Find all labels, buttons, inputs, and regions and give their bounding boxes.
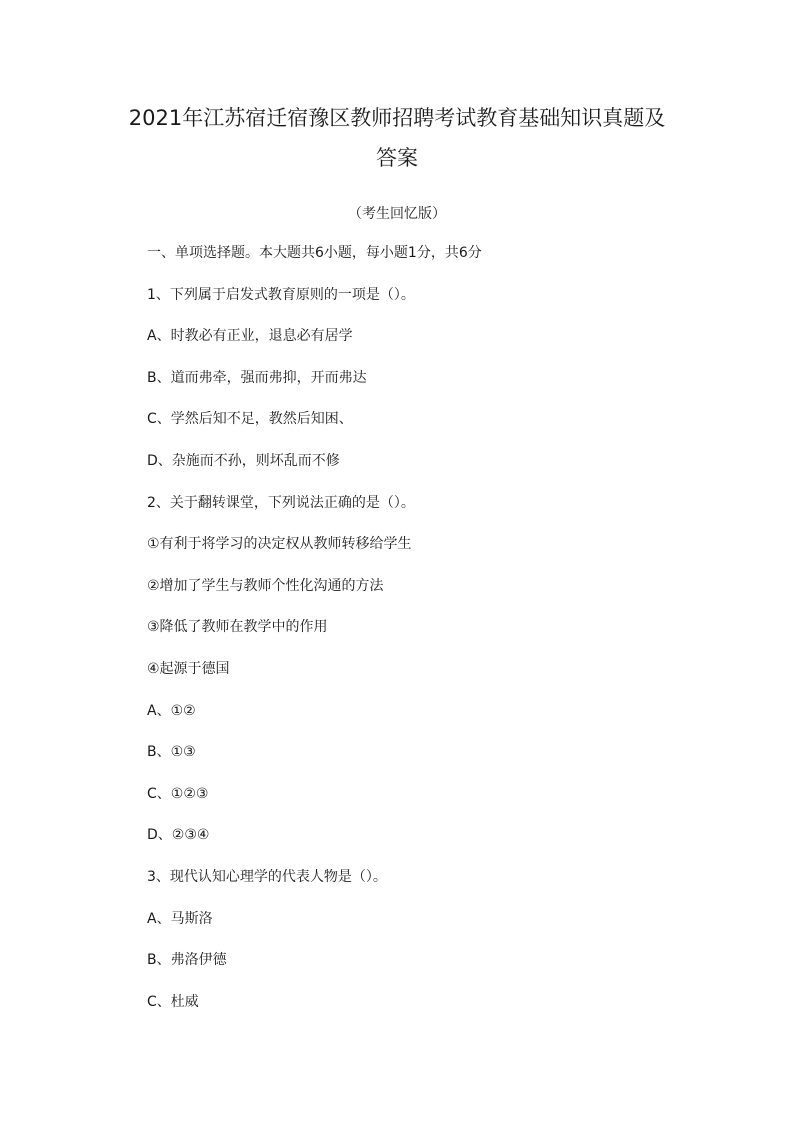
question-line: A、①② — [147, 702, 196, 719]
section-heading: 一、单项选择题。本大题共6小题，每小题1分，共6分 — [147, 245, 482, 261]
document-title-line2: 答案 — [376, 146, 418, 170]
question-line: A、时教必有正业，退息必有居学 — [147, 328, 353, 345]
document-subtitle: （考生回忆版） — [348, 206, 446, 222]
question-line: ②增加了学生与教师个性化沟通的方法 — [147, 577, 384, 594]
question-line: 2、关于翻转课堂，下列说法正确的是（）。 — [147, 494, 415, 511]
question-line: 1、下列属于启发式教育原则的一项是（）。 — [147, 286, 415, 303]
question-line: 3、现代认知心理学的代表人物是（）。 — [147, 869, 387, 885]
question-line: C、学然后知不足，教然后知困、 — [147, 411, 353, 428]
question-line: C、①②③ — [147, 785, 209, 802]
question-line: ④起源于德国 — [147, 661, 230, 677]
question-line: A、马斯洛 — [147, 910, 213, 927]
question-line: D、杂施而不孙，则坏乱而不修 — [147, 453, 340, 469]
question-line: ①有利于将学习的决定权从教师转移给学生 — [147, 536, 412, 553]
question-line: B、①③ — [147, 744, 196, 761]
document-title-line1: 2021年江苏宿迁宿豫区教师招聘考试教育基础知识真题及 — [128, 106, 666, 130]
question-line: D、②③④ — [147, 827, 210, 844]
question-line: C、杜威 — [147, 993, 199, 1010]
question-line: ③降低了教师在教学中的作用 — [147, 619, 328, 636]
question-line: B、弗洛伊德 — [147, 952, 227, 969]
question-line: B、道而弗牵，强而弗抑，开而弗达 — [147, 369, 367, 386]
